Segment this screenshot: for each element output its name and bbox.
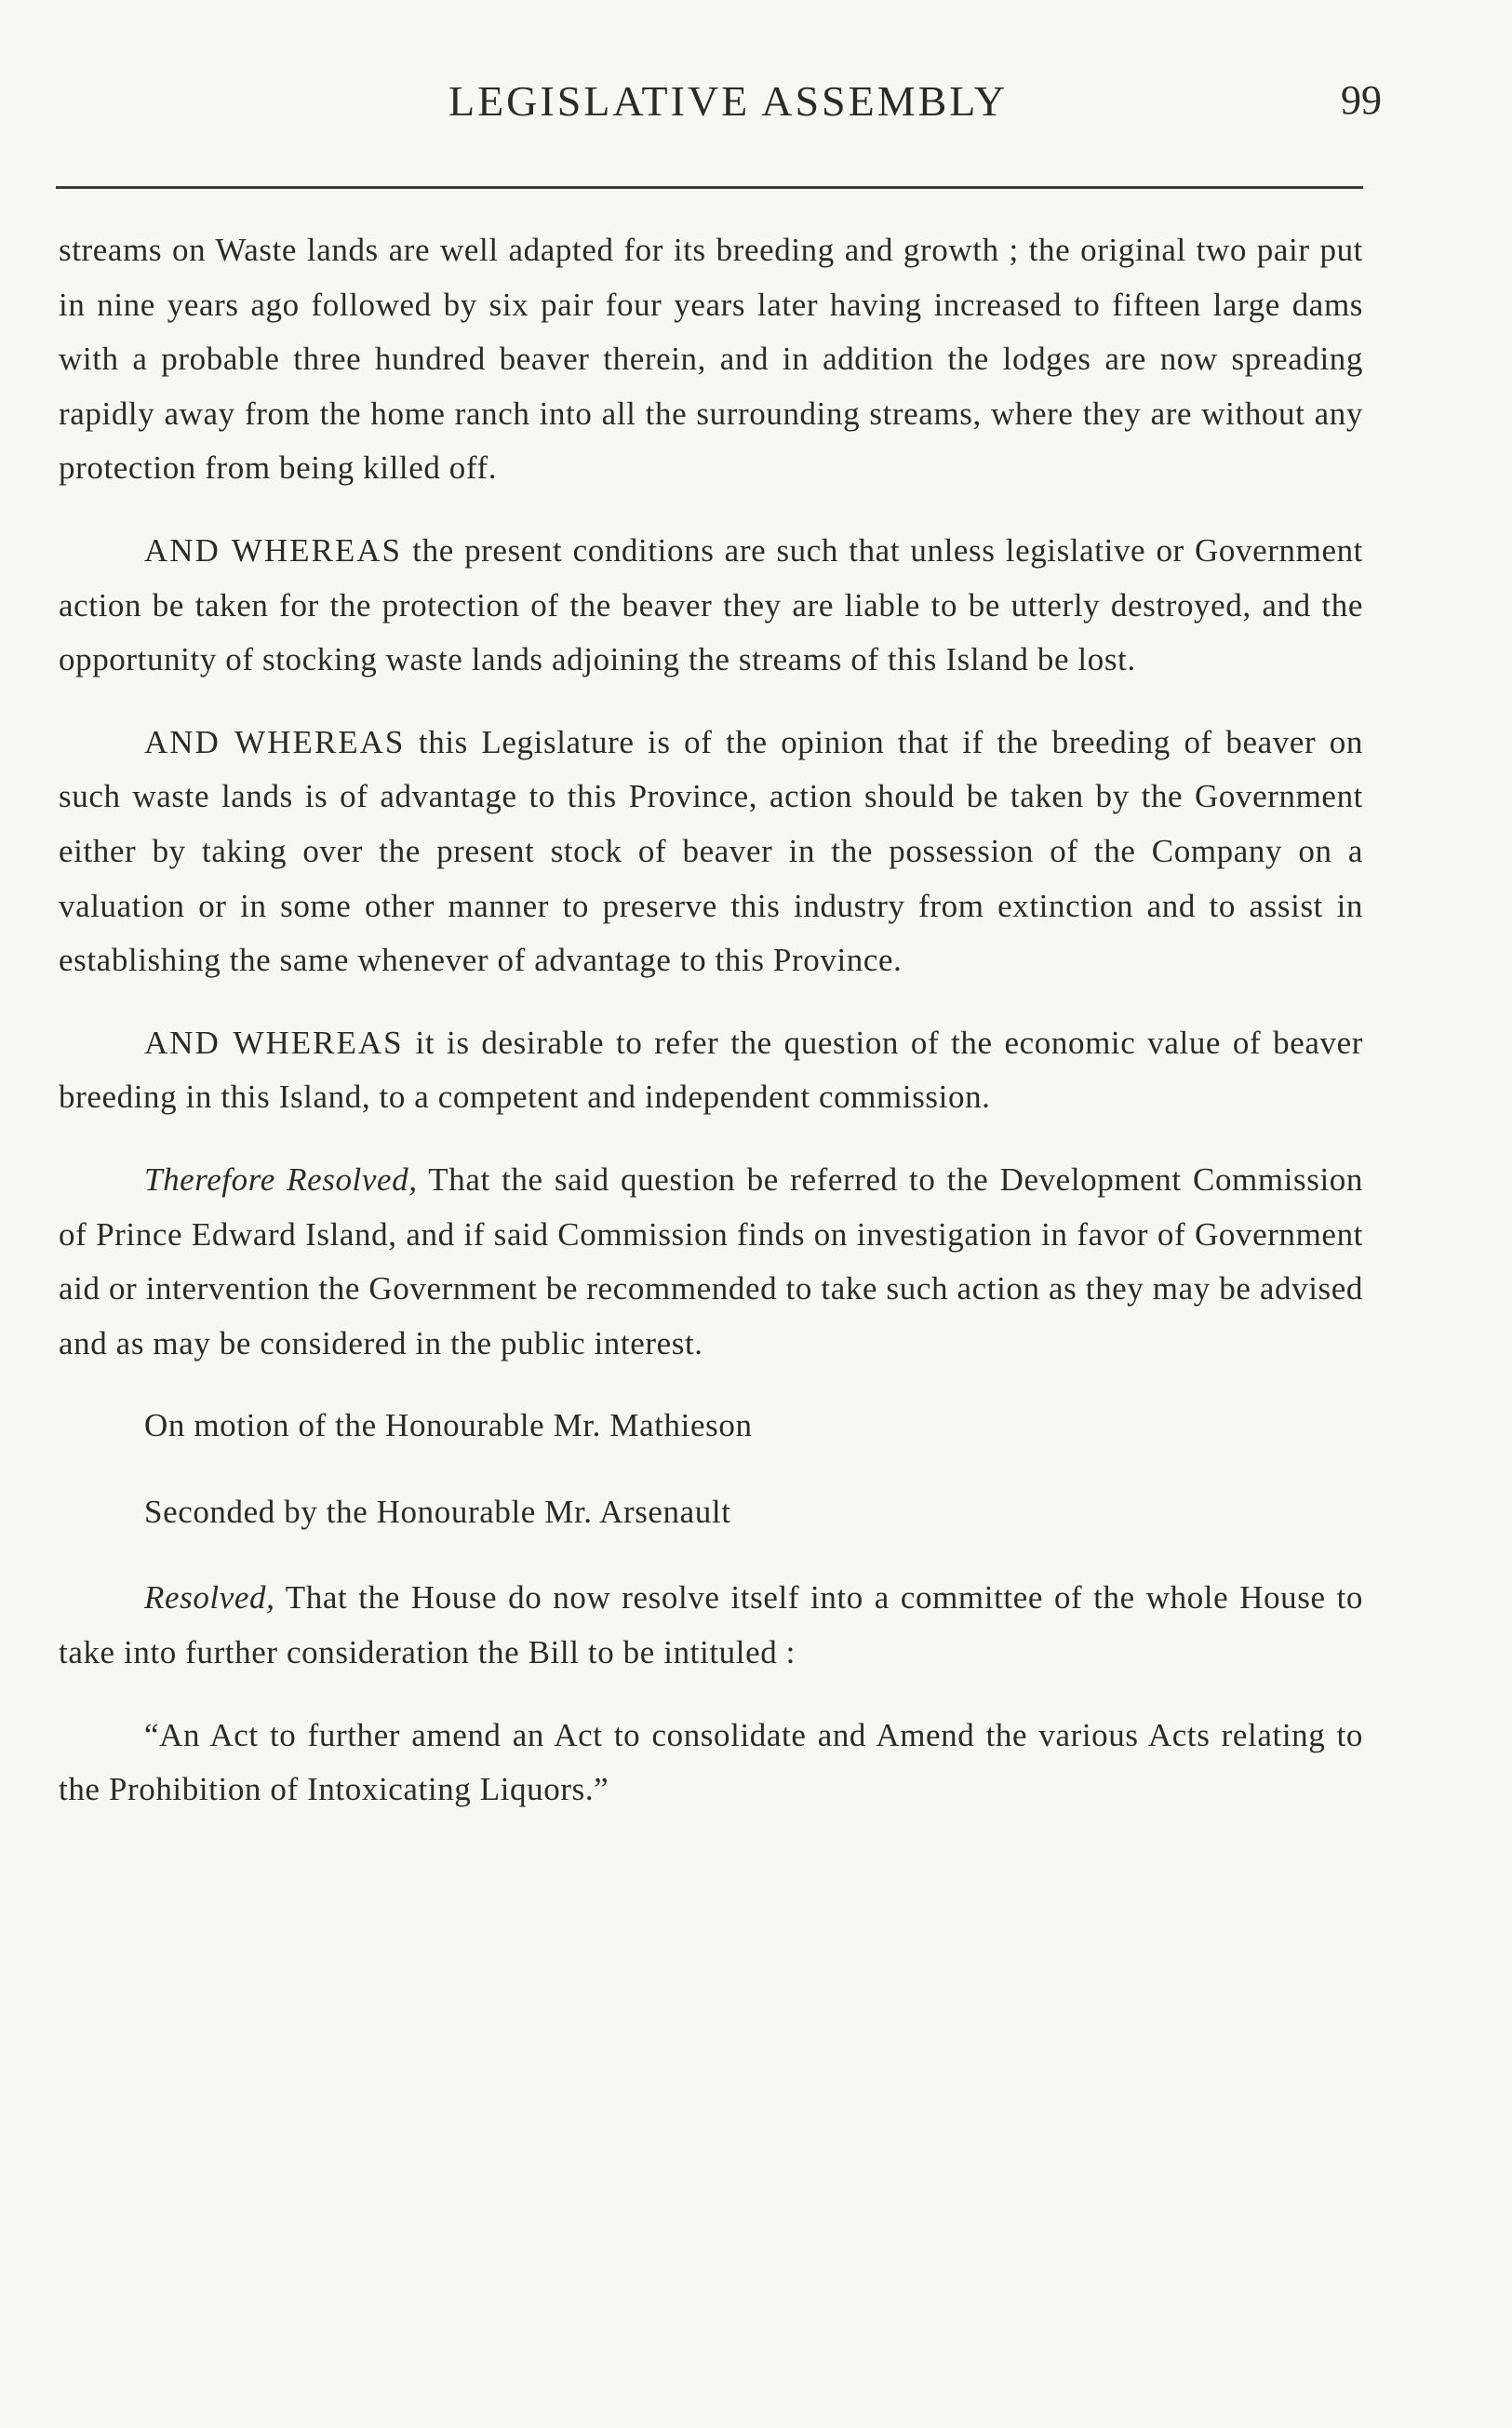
act-title-quote: “An Act to further amend an Act to consolidate and Amend the various Acts relating to the Prohibition of Intoxicating Liquors.” <box>59 1716 1363 1808</box>
resolved-lead: Therefore Resolved, <box>144 1160 418 1198</box>
resolved-lead: Resolved, <box>144 1579 275 1616</box>
motion-line: On motion of the Honourable Mr. Mathieson <box>144 1407 753 1444</box>
whereas-text: the present conditions are such that unless legislative or Government action be taken for the protection of the beaver they are liable to be utterly destroyed, and the opportunity of stocking waste lands adjoining the streams of this Island be lost. <box>59 531 1364 678</box>
paragraph-streams: streams on Waste lands are well adapted for its breeding and growth ; the original two pair put in nine years ago followed by six pair four years later having increased to fifteen large dams with a probable three hundred beaver therein, and in addition the lodges are now spreading rapidly away from the home ranch into all the surrounding streams, where they are without any protection from being killed off. <box>59 232 1363 487</box>
resolution-text: That the said question be referred to the Development Commission of Prince Edward Island, and if said Commission finds on investigation in favor of Government aid or intervention the Government be recommended to take such action as they may be advised and as may be considered in the public interest. <box>59 1160 1363 1362</box>
seconded-line: Seconded by the Honourable Mr. Arsenault <box>144 1493 731 1530</box>
paragraph-whereas-opinion <box>59 716 1363 988</box>
whereas-text: it is desirable to refer the question of the economic value of beaver breeding in this Island, to a competent and independent commission. <box>59 1024 1363 1116</box>
whereas-text: this Legislature is of the opinion that if the breeding of beaver on such waste lands is of advantage to this Province, action should be taken by the Government either by taking over the present stock of beaver in the possession of the Company on a valuation or in some other manner to preserve this industry from extinction and to assist in establishing the same whenever of advantage to this Province. <box>59 723 1363 979</box>
paragraph-committee <box>59 1571 1363 1680</box>
header-rule <box>56 186 1363 189</box>
whereas-lead: AND WHEREAS <box>144 1024 404 1061</box>
body-text <box>59 223 1363 1818</box>
whereas-lead: AND WHEREAS <box>144 723 406 760</box>
paragraph-resolution <box>59 1153 1363 1371</box>
page-number: 99 <box>1341 77 1382 123</box>
paragraph-whereas-refer <box>59 1016 1363 1125</box>
running-head: LEGISLATIVE ASSEMBLY <box>448 77 1009 125</box>
whereas-lead: AND WHEREAS <box>144 531 403 569</box>
page-header <box>56 76 1382 132</box>
committee-text: That the House do now resolve itself into a committee of the whole House to take into further consideration the Bill to be intituled : <box>59 1579 1363 1671</box>
paragraph-whereas-conditions <box>59 524 1363 688</box>
